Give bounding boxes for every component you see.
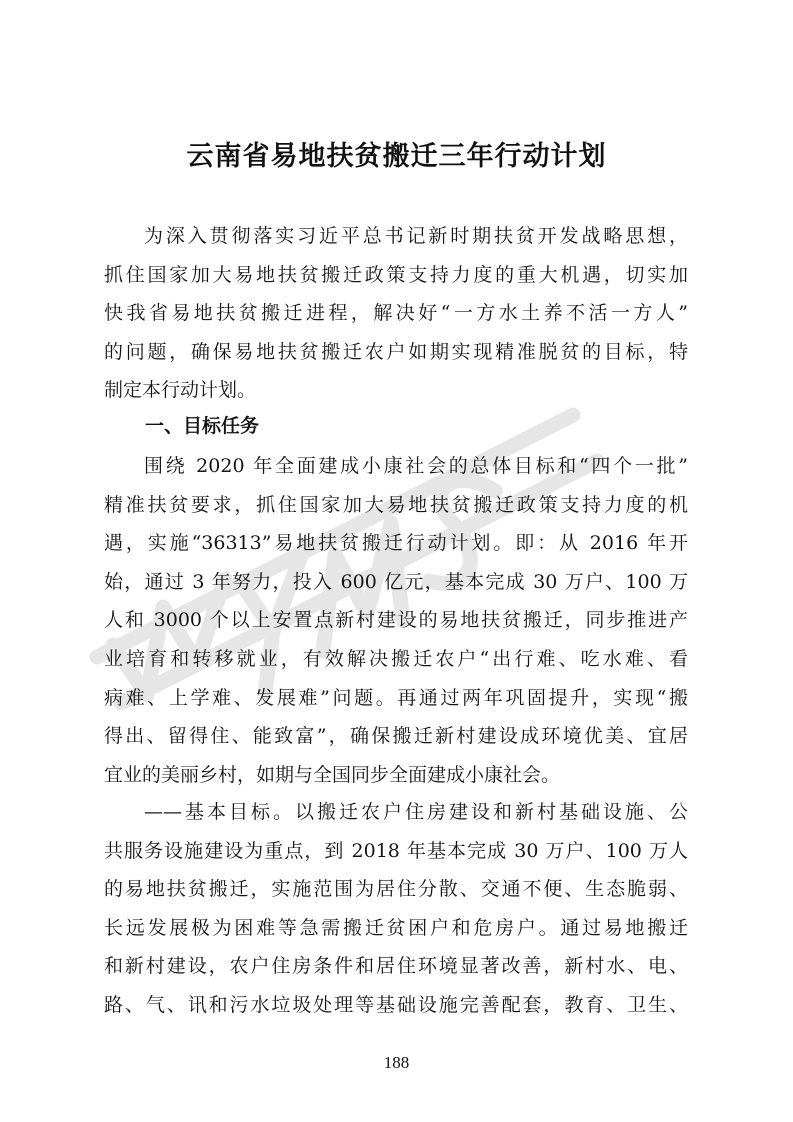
goal-paragraph <box>104 447 688 794</box>
text-line: 和新村建设，农户住房条件和居住环境显著改善，新村水、电、 <box>104 955 688 978</box>
text-line: 始，通过 3 年努力，投入 600 亿元，基本完成 30 万户、100 万 <box>104 570 688 593</box>
text-line: 为深入贯彻落实习近平总书记新时期扶贫开发战略思想， <box>144 225 688 247</box>
document-title: 云南省易地扶贫搬迁三年行动计划 <box>186 141 607 172</box>
text-line: 制定本行动计划。 <box>104 379 257 402</box>
text-line: 长远发展极为困难等急需搬迁贫困户和危房户。通过易地搬迁 <box>104 916 688 939</box>
text-line: ——基本目标。以搬迁农户住房建设和新村基础设施、公 <box>144 801 688 823</box>
basic-target-paragraph <box>104 793 688 1025</box>
text-line: 的问题，确保易地扶贫搬迁农户如期实现精准脱贫的目标，特 <box>104 340 688 363</box>
text-line: 的易地扶贫搬迁，实施范围为居住分散、交通不便、生态脆弱、 <box>104 878 688 901</box>
text-line: 路、气、讯和污水垃圾处理等基础设施完善配套，教育、卫生、 <box>104 993 688 1016</box>
text-line: 业培育和转移就业，有效解决搬迁农户“出行难、吃水难、看 <box>104 647 688 670</box>
text-line: 共服务设施建设为重点，到 2018 年基本完成 30 万户、100 万人 <box>104 839 688 862</box>
text-line: 围绕 2020 年全面建成小康社会的总体目标和“四个一批” <box>144 455 688 477</box>
text-line: 人和 3000 个以上安置点新村建设的易地扶贫搬迁，同步推进产 <box>104 609 688 632</box>
text-line: 病难、上学难、发展难”问题。再通过两年巩固提升，实现“搬 <box>104 686 688 709</box>
text-line: 快我省易地扶贫搬迁进程，解决好“一方水土养不活一方人” <box>104 302 688 325</box>
text-line: 遇，实施“36313”易地扶贫搬迁行动计划。即：从 2016 年开 <box>104 532 688 555</box>
text-line: 精准扶贫要求，抓住国家加大易地扶贫搬迁政策支持力度的机 <box>104 493 688 516</box>
page-number: 188 <box>383 1053 410 1072</box>
section-heading: 一、目标任务 <box>145 415 260 437</box>
text-line: 得出、留得住、能致富”，确保搬迁新村建设成环境优美、宜居 <box>104 725 688 748</box>
intro-paragraph <box>104 217 688 410</box>
text-line: 宜业的美丽乡村，如期与全国同步全面建成小康社会。 <box>104 763 561 786</box>
text-line: 抓住国家加大易地扶贫搬迁政策支持力度的重大机遇，切实加 <box>104 263 688 286</box>
